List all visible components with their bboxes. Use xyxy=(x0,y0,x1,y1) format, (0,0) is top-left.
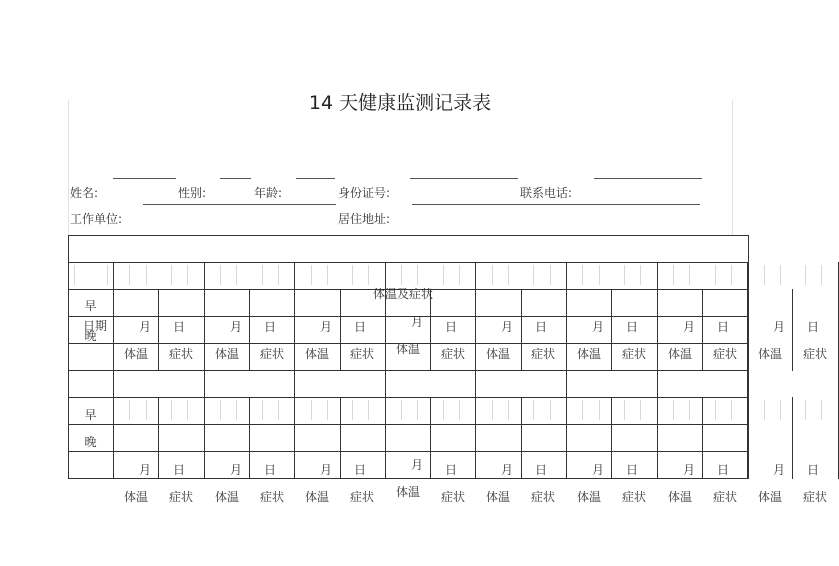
group-line-0 xyxy=(113,262,114,479)
faint-guide-3-3 xyxy=(459,265,460,285)
faint-guide-b-2-1 xyxy=(327,400,328,420)
faint-guide-b-2-3 xyxy=(368,400,369,420)
temp-label-top-7: 体温 xyxy=(757,347,782,361)
symptom-label-top-5: 症状 xyxy=(621,347,646,361)
address-field-line[interactable] xyxy=(412,204,700,205)
day-label-top-6: 日 xyxy=(716,320,729,334)
day-label-bottom-2: 日 xyxy=(353,463,366,477)
subcol-line-a-5 xyxy=(611,289,612,371)
group-line-7 xyxy=(747,262,748,479)
month-label-bottom-3: 月 xyxy=(410,458,423,472)
day-label-top-4: 日 xyxy=(534,320,547,334)
subcol-line-b-7 xyxy=(792,397,793,479)
faint-guide-0-1 xyxy=(146,265,147,285)
faint-guide-b-3-0 xyxy=(401,400,402,420)
day-label-bottom-1: 日 xyxy=(263,463,276,477)
month-label-bottom-6: 月 xyxy=(682,463,695,477)
day-label-top-2: 日 xyxy=(353,320,366,334)
subcol-line-b-2 xyxy=(340,397,341,479)
month-label-bottom-7: 月 xyxy=(772,463,785,477)
group-line-5 xyxy=(566,262,567,479)
name-label: 姓名: xyxy=(70,186,99,200)
faint-guide-b-6-0 xyxy=(673,400,674,420)
faint-guide-2-3 xyxy=(368,265,369,285)
temp-label-top-3: 体温 xyxy=(395,342,420,356)
subcol-line-a-7 xyxy=(792,289,793,371)
faint-guide-left-b xyxy=(107,265,108,285)
faint-guide-b-0-2 xyxy=(171,400,172,420)
faint-guide-5-0 xyxy=(582,265,583,285)
faint-guide-b-5-0 xyxy=(582,400,583,420)
month-label-top-0: 月 xyxy=(138,320,151,334)
temp-label-top-2: 体温 xyxy=(304,347,329,361)
month-label-top-5: 月 xyxy=(591,320,604,334)
symptom-label-bottom-6: 症状 xyxy=(712,490,737,504)
day-label-top-3: 日 xyxy=(444,320,457,334)
symptom-label-top-3: 症状 xyxy=(440,347,465,361)
temp-label-top-5: 体温 xyxy=(576,347,601,361)
faint-guide-b-1-0 xyxy=(220,400,221,420)
faint-guide-5-2 xyxy=(624,265,625,285)
date-label: 日期 xyxy=(82,319,107,333)
month-label-top-4: 月 xyxy=(500,320,513,334)
faint-guide-1-3 xyxy=(278,265,279,285)
faint-guide-b-5-3 xyxy=(640,400,641,420)
faint-guide-3-0 xyxy=(401,265,402,285)
faint-guide-4-3 xyxy=(550,265,551,285)
faint-guide-7-3 xyxy=(821,265,822,285)
faint-guide-6-1 xyxy=(689,265,690,285)
faint-guide-b-5-2 xyxy=(624,400,625,420)
temp-label-bottom-4: 体温 xyxy=(485,490,510,504)
day-label-bottom-4: 日 xyxy=(534,463,547,477)
faint-guide-7-1 xyxy=(780,265,781,285)
month-label-bottom-4: 月 xyxy=(500,463,513,477)
faint-guide-b-1-1 xyxy=(236,400,237,420)
temp-label-bottom-0: 体温 xyxy=(123,490,148,504)
group-line-1 xyxy=(204,262,205,479)
temp-label-bottom-5: 体温 xyxy=(576,490,601,504)
faint-guide-b-4-3 xyxy=(550,400,551,420)
group-line-6 xyxy=(657,262,658,479)
symptom-label-bottom-5: 症状 xyxy=(621,490,646,504)
faint-guide-b-7-0 xyxy=(764,400,765,420)
day-label-bottom-6: 日 xyxy=(716,463,729,477)
group-line-4 xyxy=(475,262,476,479)
subcol-line-b-6 xyxy=(702,397,703,479)
faint-guide-b-1-3 xyxy=(278,400,279,420)
temp-label-bottom-7: 体温 xyxy=(757,490,782,504)
month-label-top-1: 月 xyxy=(229,320,242,334)
symptom-label-bottom-7: 症状 xyxy=(802,490,827,504)
month-label-bottom-0: 月 xyxy=(138,463,151,477)
faint-guide-5-3 xyxy=(640,265,641,285)
temp-label-top-1: 体温 xyxy=(214,347,239,361)
symptom-label-top-0: 症状 xyxy=(168,347,193,361)
faint-guide-1-1 xyxy=(236,265,237,285)
id-field-line[interactable] xyxy=(410,178,518,179)
faint-guide-b-6-2 xyxy=(715,400,716,420)
subcol-line-a-4 xyxy=(521,289,522,371)
page-title: 14 天健康监测记录表 xyxy=(308,92,492,114)
faint-guide-left-a xyxy=(74,265,75,285)
work-unit-field-line[interactable] xyxy=(143,204,336,205)
faint-guide-7-0 xyxy=(764,265,765,285)
faint-guide-4-2 xyxy=(533,265,534,285)
faint-guide-b-3-3 xyxy=(459,400,460,420)
faint-guide-2-1 xyxy=(327,265,328,285)
faint-guide-2-2 xyxy=(352,265,353,285)
faint-guide-1-2 xyxy=(262,265,263,285)
faint-guide-3-2 xyxy=(443,265,444,285)
table-row-line-7 xyxy=(68,424,749,425)
faint-guide-b-0-3 xyxy=(187,400,188,420)
month-label-top-7: 月 xyxy=(772,320,785,334)
faint-guide-2-0 xyxy=(311,265,312,285)
day-label-top-7: 日 xyxy=(806,320,819,334)
age-field-line[interactable] xyxy=(296,178,335,179)
faint-guide-b-6-3 xyxy=(731,400,732,420)
temp-label-top-0: 体温 xyxy=(123,347,148,361)
page-guide-left xyxy=(68,100,69,235)
table-row-line-6 xyxy=(68,397,749,398)
evening-label-2: 晚 xyxy=(84,435,97,449)
faint-guide-b-2-2 xyxy=(352,400,353,420)
temp-label-top-4: 体温 xyxy=(485,347,510,361)
table-border-right xyxy=(748,235,749,479)
faint-guide-b-7-2 xyxy=(805,400,806,420)
gender-label: 性别: xyxy=(178,186,207,200)
faint-guide-0-3 xyxy=(187,265,188,285)
morning-label-2: 早 xyxy=(84,408,97,422)
faint-guide-b-7-1 xyxy=(780,400,781,420)
day-label-bottom-0: 日 xyxy=(172,463,185,477)
temp-label-bottom-2: 体温 xyxy=(304,490,329,504)
faint-guide-b-4-2 xyxy=(533,400,534,420)
day-label-top-5: 日 xyxy=(625,320,638,334)
temp-label-top-6: 体温 xyxy=(667,347,692,361)
symptom-label-top-7: 症状 xyxy=(802,347,827,361)
month-label-bottom-2: 月 xyxy=(319,463,332,477)
subcol-line-b-3 xyxy=(430,397,431,479)
faint-guide-6-0 xyxy=(673,265,674,285)
gender-field-line[interactable] xyxy=(220,178,251,179)
symptom-label-top-2: 症状 xyxy=(349,347,374,361)
faint-guide-6-3 xyxy=(731,265,732,285)
faint-guide-b-4-1 xyxy=(508,400,509,420)
faint-guide-4-1 xyxy=(508,265,509,285)
month-label-top-2: 月 xyxy=(319,320,332,334)
faint-guide-b-4-0 xyxy=(492,400,493,420)
symptom-label-bottom-3: 症状 xyxy=(440,490,465,504)
faint-guide-b-3-2 xyxy=(443,400,444,420)
faint-guide-4-0 xyxy=(492,265,493,285)
day-label-top-0: 日 xyxy=(172,320,185,334)
table-row-line-1 xyxy=(68,262,749,263)
faint-guide-b-0-0 xyxy=(129,400,130,420)
subcol-line-a-0 xyxy=(158,289,159,371)
temp-label-bottom-3: 体温 xyxy=(395,485,420,499)
month-label-bottom-5: 月 xyxy=(591,463,604,477)
work-unit-label: 工作单位: xyxy=(70,212,123,226)
symptom-label-bottom-2: 症状 xyxy=(349,490,374,504)
month-label-top-3: 月 xyxy=(410,315,423,329)
page-guide-right xyxy=(732,100,733,235)
day-label-bottom-3: 日 xyxy=(444,463,457,477)
evening-label-1: 晚 xyxy=(84,329,97,343)
phone-label: 联系电话: xyxy=(520,186,573,200)
subcol-line-b-1 xyxy=(249,397,250,479)
subcol-line-b-5 xyxy=(611,397,612,479)
subcol-line-a-6 xyxy=(702,289,703,371)
faint-guide-0-0 xyxy=(129,265,130,285)
symptom-label-top-4: 症状 xyxy=(530,347,555,361)
symptom-label-top-6: 症状 xyxy=(712,347,737,361)
age-label: 年龄: xyxy=(254,186,283,200)
temp-label-bottom-6: 体温 xyxy=(667,490,692,504)
morning-label-1: 早 xyxy=(84,299,97,313)
faint-guide-1-0 xyxy=(220,265,221,285)
month-label-top-6: 月 xyxy=(682,320,695,334)
subcol-line-b-4 xyxy=(521,397,522,479)
symptom-label-bottom-0: 症状 xyxy=(168,490,193,504)
faint-guide-b-0-1 xyxy=(146,400,147,420)
id-number-label: 身份证号: xyxy=(338,186,391,200)
faint-guide-b-2-0 xyxy=(311,400,312,420)
day-label-bottom-5: 日 xyxy=(625,463,638,477)
subcol-line-a-2 xyxy=(340,289,341,371)
subcol-line-b-0 xyxy=(158,397,159,479)
faint-guide-b-5-1 xyxy=(599,400,600,420)
temp-label-bottom-1: 体温 xyxy=(214,490,239,504)
table-row-line-9 xyxy=(68,478,749,479)
faint-guide-b-6-1 xyxy=(689,400,690,420)
faint-guide-5-1 xyxy=(599,265,600,285)
day-label-bottom-7: 日 xyxy=(806,463,819,477)
faint-guide-0-2 xyxy=(171,265,172,285)
address-label: 居住地址: xyxy=(338,212,391,226)
symptom-label-top-1: 症状 xyxy=(259,347,284,361)
group-line-2 xyxy=(294,262,295,479)
symptom-label-bottom-1: 症状 xyxy=(259,490,284,504)
header-temp-symptom: 体温及症状 xyxy=(372,287,433,301)
table-row-line-5 xyxy=(68,370,749,371)
phone-field-line[interactable] xyxy=(594,178,702,179)
table-row-line-8 xyxy=(68,451,749,452)
symptom-label-bottom-4: 症状 xyxy=(530,490,555,504)
table-border-left xyxy=(68,235,69,479)
faint-guide-b-1-2 xyxy=(262,400,263,420)
faint-guide-7-2 xyxy=(805,265,806,285)
day-label-top-1: 日 xyxy=(263,320,276,334)
faint-guide-3-1 xyxy=(417,265,418,285)
month-label-bottom-1: 月 xyxy=(229,463,242,477)
name-field-line-top[interactable] xyxy=(113,178,176,179)
faint-guide-b-7-3 xyxy=(821,400,822,420)
subcol-line-a-1 xyxy=(249,289,250,371)
table-row-line-0 xyxy=(68,235,749,236)
faint-guide-6-2 xyxy=(715,265,716,285)
faint-guide-b-3-1 xyxy=(417,400,418,420)
